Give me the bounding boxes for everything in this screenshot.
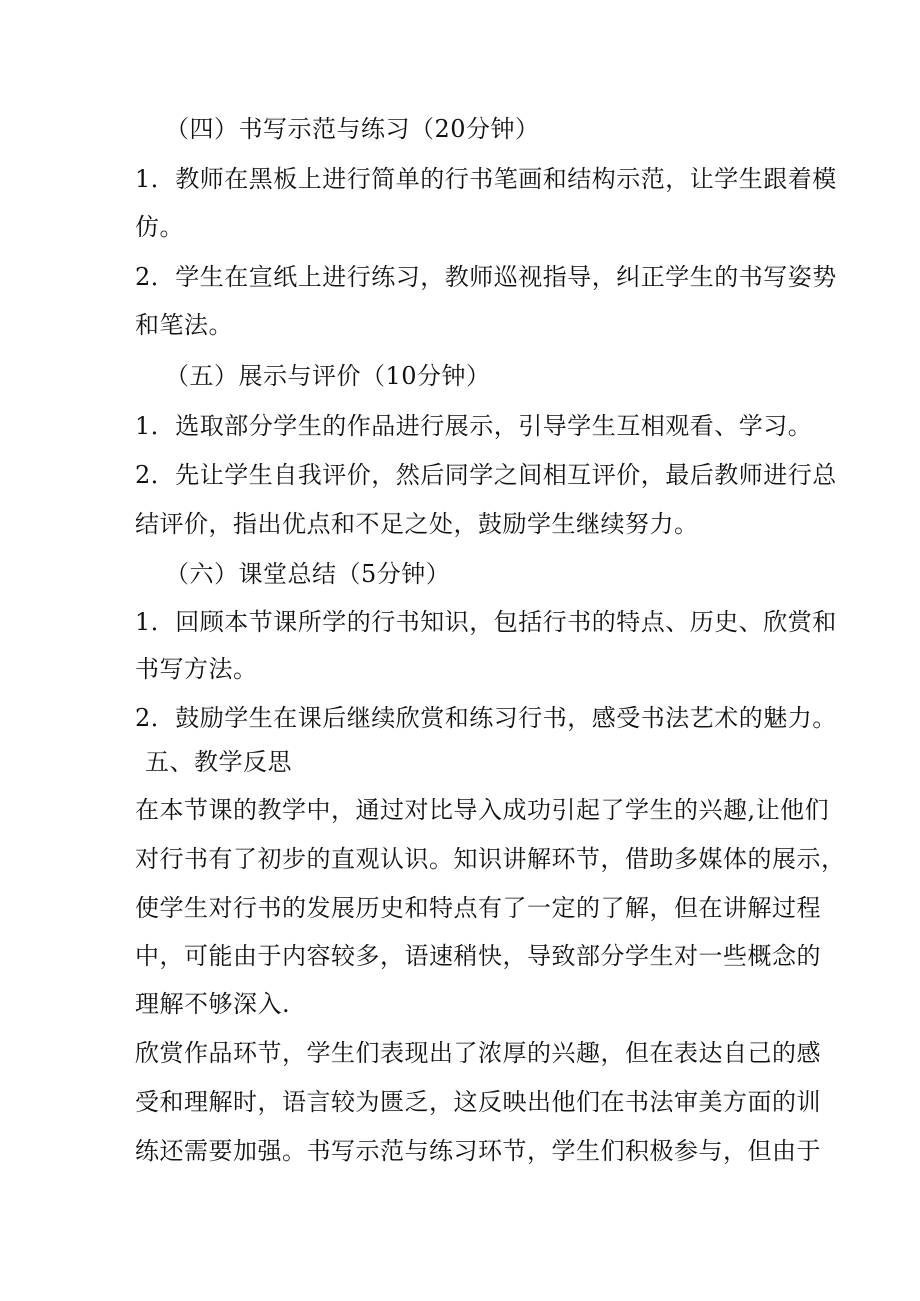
section-5-item-2-line-1: 2．先让学生自我评价，然后同学之间相互评价，最后教师进行总: [135, 461, 837, 489]
section-5-item-2-line-2: 结评价，指出优点和不足之处，鼓励学生继续努力。: [135, 510, 699, 538]
reflection-paragraph-2-line-3: 练还需要加强。书写示范与练习环节，学生们积极参与，但由于: [135, 1137, 821, 1165]
reflection-paragraph-1-line-5: 理解不够深入.: [135, 990, 291, 1018]
section-4-heading: （四）书写示范与练习（20分钟）: [165, 115, 540, 143]
section-4-item-2-line-2: 和笔法。: [135, 311, 233, 339]
reflection-paragraph-1-line-2: 对行书有了初步的直观认识。知识讲解环节，借助多媒体的展示，: [135, 845, 846, 873]
section-4-item-2-line-1: 2．学生在宣纸上进行练习，教师巡视指导，纠正学生的书写姿势: [135, 263, 837, 291]
section-6-heading: （六）课堂总结（5分钟）: [165, 560, 451, 588]
section-4-item-1-line-1: 1．教师在黑板上进行简单的行书笔画和结构示范，让学生跟着模: [135, 165, 837, 193]
reflection-paragraph-1-line-1: 在本节课的教学中，通过对比导入成功引起了学生的兴趣,让他们: [135, 796, 830, 824]
reflection-paragraph-1-line-3: 使学生对行书的发展历史和特点有了一定的了解，但在讲解过程: [135, 894, 821, 922]
section-6-item-1-line-2: 书写方法。: [135, 655, 258, 683]
reflection-paragraph-2-line-2: 受和理解时，语言较为匮乏，这反映出他们在书法审美方面的训: [135, 1088, 821, 1116]
section-5-item-1: 1．选取部分学生的作品进行展示，引导学生互相观看、学习。: [135, 412, 813, 440]
section-5-heading: （五）展示与评价（10分钟）: [165, 362, 491, 390]
reflection-heading: 五、教学反思: [145, 748, 292, 776]
reflection-paragraph-1-line-4: 中，可能由于内容较多，语速稍快，导致部分学生对一些概念的: [135, 942, 821, 970]
section-6-item-2: 2．鼓励学生在课后继续欣赏和练习行书，感受书法艺术的魅力。: [135, 704, 837, 732]
reflection-paragraph-2-line-1: 欣赏作品环节，学生们表现出了浓厚的兴趣，但在表达自己的感: [135, 1039, 821, 1067]
section-4-item-1-line-2: 仿。: [135, 213, 184, 241]
section-6-item-1-line-1: 1．回顾本节课所学的行书知识，包括行书的特点、历史、欣赏和: [135, 608, 837, 636]
